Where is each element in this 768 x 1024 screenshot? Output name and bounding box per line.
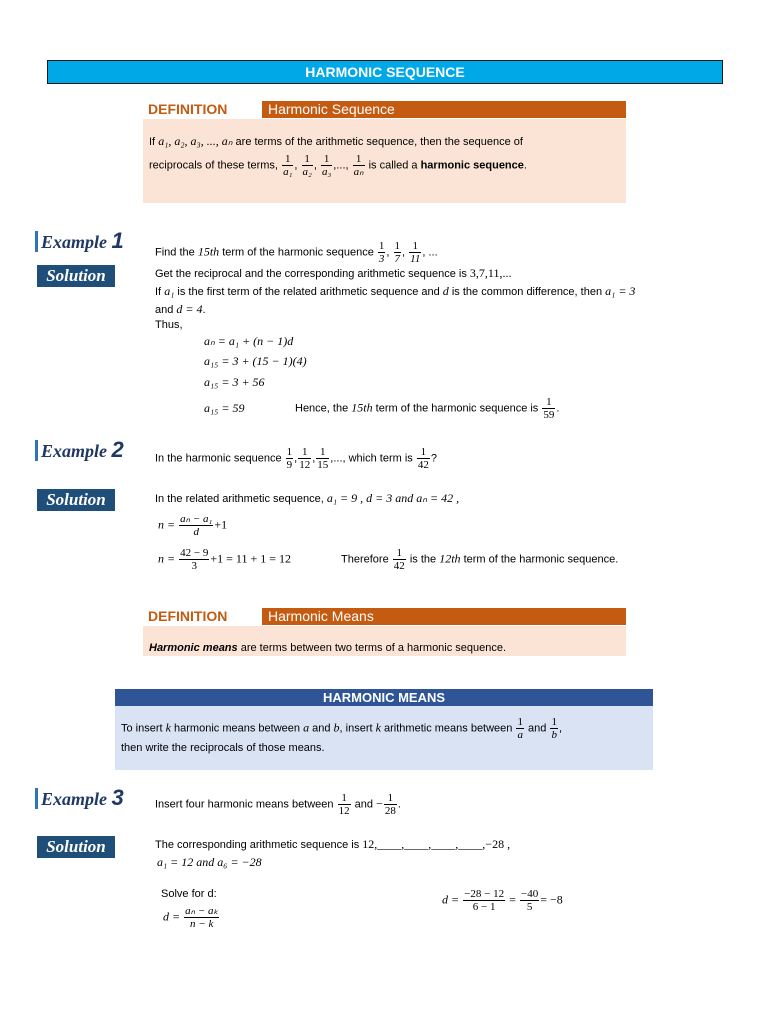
- harmonic-means-line-1: To insert k harmonic means between a and b, insert k arithmetic means between $\frac{1}{a}$ and $\frac{1}{b}$ ,: [121, 716, 563, 741]
- example-1-equation-3: a₁₅ = 3 + 56: [204, 375, 265, 389]
- example-1-step-3: and d = 4.: [155, 302, 206, 316]
- example-1-equation-4: a₁₅ = 59: [204, 401, 245, 415]
- example-1-label: Example 1: [35, 231, 124, 252]
- example-3-question: Insert four harmonic means between $\frac{1}{12}$ and − $\frac{1}{28}$ .: [155, 792, 401, 817]
- definition-title-bar: Harmonic Sequence: [262, 101, 626, 118]
- definition-box: [143, 119, 626, 203]
- example-1-question: Find the 15th term of the harmonic sequence $\frac{1}{3}$ , $\frac{1}{7}$ , $\frac{1}{11}$ , ...: [155, 240, 438, 265]
- example-1-equation-1: aₙ = a₁ + (n − 1)d: [204, 334, 294, 348]
- example-1-solution-label: Solution: [37, 265, 115, 287]
- example-3-d-formula: d = $\frac{\text{aₙ − aₖ}}{n - k}$: [163, 905, 219, 930]
- example-3-solve-label: Solve for d:: [161, 888, 217, 900]
- definition-label: DEFINITION: [148, 101, 228, 117]
- definition-line-1: If a₁, a₂, a₃, ..., aₙ are terms of the arithmetic sequence, then the sequence of: [149, 134, 523, 148]
- example-1-equation-2: a₁₅ = 3 + (15 − 1)(4): [204, 354, 307, 368]
- definition-2-box: [143, 626, 626, 656]
- example-3-step-1: The corresponding arithmetic sequence is 12,____,____,____,____,−28 ,: [155, 837, 511, 851]
- definition-2-label: DEFINITION: [148, 608, 228, 624]
- example-3-d-value: d = $\frac{-28 - 12}{6 - 1}$ = $\frac{-40}{5}$ = −8: [442, 888, 563, 913]
- example-3-label: Example 3: [35, 788, 124, 809]
- example-1-step-1: Get the reciprocal and the corresponding arithmetic sequence is 3,7,11,...: [155, 266, 512, 280]
- example-1-step-2: If a₁ is the first term of the related arithmetic sequence and d is the common difference, then a₁ = 3: [155, 284, 636, 298]
- harmonic-means-header: HARMONIC MEANS: [115, 689, 653, 706]
- example-2-answer: Therefore $\frac{1}{42}$ is the 12th term of the harmonic sequence.: [341, 547, 619, 572]
- example-2-question: In the harmonic sequence $\frac{1}{9}$ , $\frac{1}{12}$ , $\frac{1}{15}$ ,..., which term is $\frac{1}{42}$ ?: [155, 446, 437, 471]
- definition-line-2: reciprocals of these terms, $\frac{1}{\text{a₁}}$ , $\frac{1}{\text{a₂}}$ , $\frac{1}{\text{a₃}}$ ,..., $\frac{1}{\text{aₙ}}$ is called a harmonic sequence.: [149, 153, 527, 178]
- definition-2-title-bar: Harmonic Means: [262, 608, 626, 625]
- harmonic-means-line-2: then write the reciprocals of those means.: [121, 742, 325, 754]
- example-2-label: Example 2: [35, 440, 124, 461]
- example-3-step-2: a₁ = 12 and a₆ = −28: [157, 855, 262, 869]
- example-2-step-1: In the related arithmetic sequence, a₁ = 9 , d = 3 and aₙ = 42 ,: [155, 491, 460, 505]
- example-1-answer: Hence, the 15th term of the harmonic sequence is $\frac{1}{59}$ .: [295, 396, 560, 421]
- page-title: HARMONIC SEQUENCE: [47, 60, 723, 84]
- example-2-equation-2: n = $\frac{42 - 9}{3}$ +1 = 11 + 1 = 12: [158, 547, 292, 572]
- example-1-thus: Thus,: [155, 319, 183, 331]
- definition-2-text: Harmonic means are terms between two terms of a harmonic sequence.: [149, 642, 507, 654]
- example-2-solution-label: Solution: [37, 489, 115, 511]
- harmonic-means-box: [115, 706, 653, 770]
- example-2-equation-1: n = $\frac{\text{aₙ − a₁}}{d}$ +1: [158, 513, 228, 538]
- example-3-solution-label: Solution: [37, 836, 115, 858]
